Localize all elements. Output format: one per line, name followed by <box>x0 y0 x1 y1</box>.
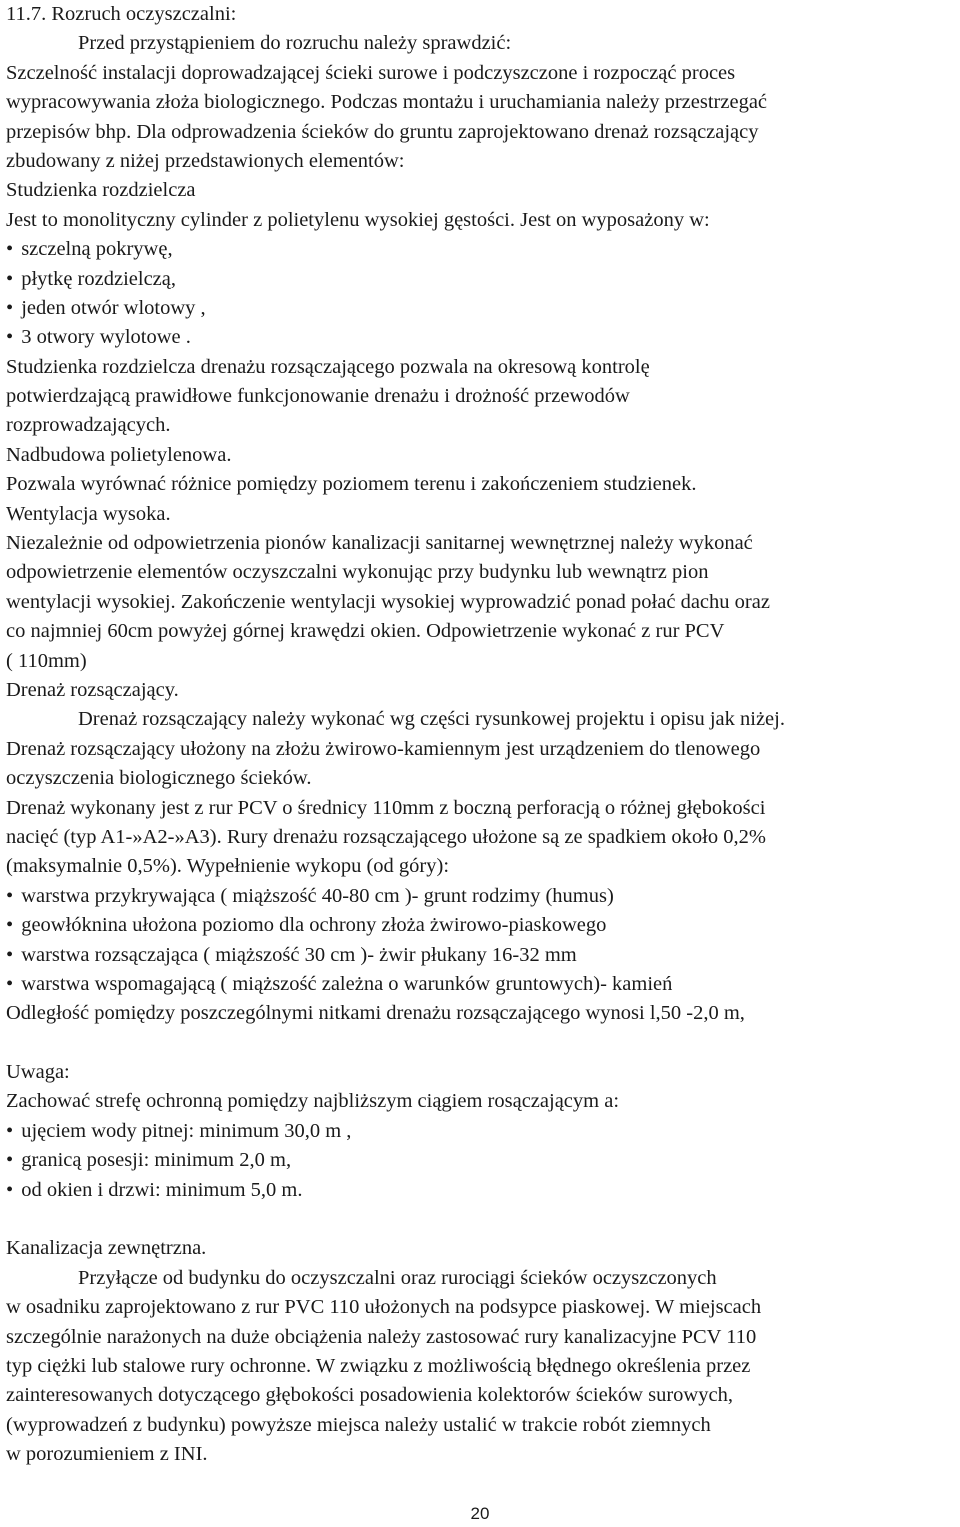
list-item: • warstwa wspomagającą ( miąższość zależna o warunków gruntowych)- kamień <box>6 970 956 999</box>
list-item: • od okien i drzwi: minimum 5,0 m. <box>6 1176 956 1205</box>
drainage-text: oczyszczenia biologicznego ścieków. <box>6 767 312 790</box>
section-heading: 11.7. Rozruch oczyszczalni: <box>6 3 237 25</box>
blank-line <box>6 1029 956 1058</box>
distribution-well-description: Jest to monolityczny cylinder z polietylenu wysokiej gęstości. Jest on wyposażony w: <box>6 208 710 231</box>
drainage-spacing: Odległość pomiędzy poszczególnymi nitkami drenażu rozsączającego wynosi l,50 -2,0 m, <box>6 1002 745 1025</box>
ventilation-text: odpowietrzenie elementów oczyszczalni wykonując przy budynku lub wewnątrz pion <box>6 561 709 584</box>
extension-heading: Nadbudowa polietylenowa. <box>6 443 232 466</box>
sewerage-text: w porozumieniem z INI. <box>6 1443 208 1466</box>
intro-line: wypracowywania złoża biologicznego. Podczas montażu i uruchamiania należy przestrzegać <box>6 91 768 114</box>
drainage-text: Drenaż rozsączający ułożony na złożu żwirowo-kamiennym jest urządzeniem do tlenowego <box>6 737 761 760</box>
extension-text: Pozwala wyrównać różnice pomiędzy poziomem terenu i zakończeniem studzienek. <box>6 473 697 496</box>
distribution-well-note: rozprowadzających. <box>6 414 171 437</box>
list-item: • jeden otwór wlotowy , <box>6 294 956 323</box>
warning-heading: Uwaga: <box>6 1061 70 1084</box>
warning-text: Zachować strefę ochronną pomiędzy najbliższym ciągiem rosączającym a: <box>6 1090 620 1113</box>
intro-line: przepisów bhp. Dla odprowadzenia ścieków do gruntu zaprojektowano drenaż rozsączający <box>6 120 759 143</box>
list-item: • warstwa rozsączająca ( miąższość 30 cm )- żwir płukany 16-32 mm <box>6 941 956 970</box>
intro-line: Przed przystąpieniem do rozruchu należy sprawdzić: <box>78 32 512 55</box>
list-item: • 3 otwory wylotowe . <box>6 323 956 352</box>
list-item: • płytkę rozdzielczą, <box>6 265 956 294</box>
ventilation-text: Niezależnie od odpowietrzenia pionów kanalizacji sanitarnej wewnętrznej należy wykonać <box>6 532 753 555</box>
sewerage-text: typ ciężki lub stalowe rury ochronne. W związku z możliwością błędnego określenia przez <box>6 1354 751 1377</box>
sewerage-text: szczególnie narażonych na duże obciążenia należy zastosować rury kanalizacyjne PCV 110 <box>6 1325 757 1348</box>
list-item: • granicą posesji: minimum 2,0 m, <box>6 1146 956 1175</box>
drainage-text: (maksymalnie 0,5%). Wypełnienie wykopu (od góry): <box>6 855 450 878</box>
list-item: • geowłóknina ułożona poziomo dla ochrony złoża żwirowo-piaskowego <box>6 911 956 940</box>
distribution-well-note: Studzienka rozdzielcza drenażu rozsączającego pozwala na okresową kontrolę <box>6 355 650 378</box>
ventilation-text: ( 110mm) <box>6 649 87 672</box>
ventilation-heading: Wentylacja wysoka. <box>6 502 171 525</box>
sewerage-text: w osadniku zaprojektowano z rur PVC 110 ułożonych na podsypce piaskowej. W miejscach <box>6 1296 762 1319</box>
ventilation-text: wentylacji wysokiej. Zakończenie wentylacji wysokiej wyprowadzić ponad połać dachu oraz <box>6 590 770 613</box>
list-item: • warstwa przykrywająca ( miąższość 40-80 cm )- grunt rodzimy (humus) <box>6 882 956 911</box>
sewerage-heading: Kanalizacja zewnętrzna. <box>6 1237 207 1260</box>
drainage-text: Drenaż wykonany jest z rur PCV o średnicy 110mm z boczną perforacją o różnej głębokości <box>6 796 766 819</box>
sewerage-text: Przyłącze od budynku do oczyszczalni oraz rurociągi ścieków oczyszczonych <box>78 1266 717 1289</box>
drainage-text: nacięć (typ A1-»A2-»A3). Rury drenażu rozsączającego ułożone są ze spadkiem około 0,2% <box>6 825 766 848</box>
sewerage-text: (wyprowadzeń z budynku) powyższe miejsca należy ustalić w trakcie robót ziemnych <box>6 1413 711 1436</box>
sewerage-text: zainteresowanych dotyczącego głębokości posadowienia kolektorów ścieków surowych, <box>6 1384 733 1407</box>
page-number: 20 <box>470 1504 490 1523</box>
drainage-text: Drenaż rozsączający należy wykonać wg części rysunkowej projektu i opisu jak niżej. <box>78 708 785 731</box>
list-item: • ujęciem wody pitnej: minimum 30,0 m , <box>6 1117 956 1146</box>
document-page <box>6 0 956 1470</box>
intro-line: Szczelność instalacji doprowadzającej ścieki surowe i podczyszczone i rozpocząć proces <box>6 61 736 84</box>
list-item: • szczelną pokrywę, <box>6 235 956 264</box>
intro-line: zbudowany z niżej przedstawionych elementów: <box>6 149 405 172</box>
distribution-well-heading: Studzienka rozdzielcza <box>6 179 196 202</box>
distribution-well-note: potwierdzającą prawidłowe funkcjonowanie drenażu i drożność przewodów <box>6 385 630 408</box>
ventilation-text: co najmniej 60cm powyżej górnej krawędzi okien. Odpowietrzenie wykonać z rur PCV <box>6 620 725 643</box>
drainage-heading: Drenaż rozsączający. <box>6 678 179 701</box>
blank-line <box>6 1205 956 1234</box>
